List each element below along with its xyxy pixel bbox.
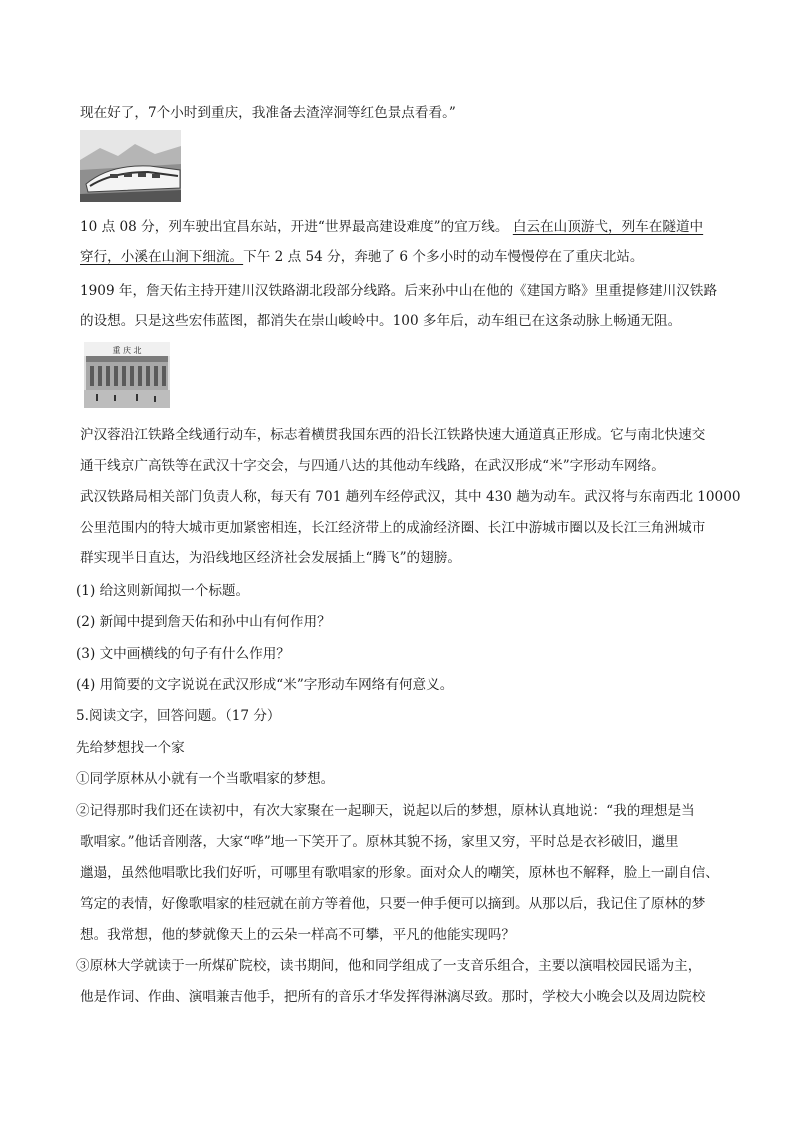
text-line: 10 点 08 分，列车驶出宜昌东站，开进“世界最高建设难度”的宜万线。 白云在山顶游弋，列车在隧道中 xyxy=(80,219,704,235)
text-line: 群实现半日直达，为沿线地区经济社会发展插上“腾飞”的翅膀。 xyxy=(80,550,461,566)
text-line: 沪汉蓉沿江铁路全线通行动车，标志着横贯我国东西的沿长江铁路快速大通道真正形成。它与南北快速交 xyxy=(80,427,706,443)
paragraph-3: 他是作词、作曲、演唱兼吉他手，把所有的音乐才华发挥得淋漓尽致。那时，学校大小晚会以及周边院校 xyxy=(80,989,706,1005)
text-line: 武汉铁路局相关部门负责人称，每天有 701 趟列车经停武汉，其中 430 趟为动车。武汉将与东南西北 10000 xyxy=(80,489,741,505)
paragraph-3: ③原林大学就读于一所煤矿院校，读书期间，他和同学组成了一支音乐组合，主要以演唱校园民谣为主， xyxy=(76,958,702,974)
paragraph-2: 邋遢，虽然他唱歌比我们好听，可哪里有歌唱家的形象。面对众人的嘲笑，原林也不解释，脸上一副自信、 xyxy=(80,865,719,881)
station-sign: 重 庆 北 xyxy=(112,346,142,355)
train-photo xyxy=(80,130,181,202)
question-3: (3) 文中画横线的句子有什么作用？ xyxy=(76,646,290,662)
question-4: (4) 用简要的文字说说在武汉形成“米”字形动车网络有何意义。 xyxy=(76,677,454,693)
question-2: (2) 新闻中提到詹天佑和孙中山有何作用？ xyxy=(76,614,331,630)
station-photo xyxy=(84,342,170,408)
text-line: 1909 年，詹天佑主持开建川汉铁路湖北段部分线路。后来孙中山在他的《建国方略》里重提修建川汉铁路 xyxy=(80,283,718,299)
text-line: 通干线京广高铁等在武汉十字交会，与四通八达的其他动车线路，在武汉形成“米”字形动车网络。 xyxy=(80,458,665,474)
section-heading: 5.阅读文字，回答问题。（17 分） xyxy=(76,708,281,724)
paragraph-2: 笃定的表情，好像歌唱家的桂冠就在前方等着他，只要一伸手便可以摘到。从那以后，我记住了原林的梦 xyxy=(80,896,706,912)
paragraph-1: ①同学原林从小就有一个当歌唱家的梦想。 xyxy=(76,771,335,787)
paragraph-2: ②记得那时我们还在读初中，有次大家聚在一起聊天，说起以后的梦想，原林认真地说：“我的理想是当 xyxy=(76,803,695,819)
paragraph-2: 想。我常想，他的梦就像天上的云朵一样高不可攀，平凡的他能实现吗？ xyxy=(80,927,515,943)
text-line: 现在好了，7个小时到重庆，我准备去渣滓洞等红色景点看看。” xyxy=(80,105,456,121)
underlined-sentence: 穿行，小溪在山涧下细流。 xyxy=(80,249,244,265)
paragraph-2: 歌唱家。”他话音刚落，大家“哗”地一下笑开了。原林其貌不扬，家里又穷，平时总是衣衫破旧，邋里 xyxy=(80,834,679,850)
underlined-sentence: 白云在山顶游弋，列车在隧道中 xyxy=(512,219,704,235)
question-1: (1) 给这则新闻拟一个标题。 xyxy=(76,583,250,599)
text-line: 穿行，小溪在山涧下细流。下午 2 点 54 分，奔驰了 6 个多小时的动车慢慢停在了重庆北站。 xyxy=(80,249,644,265)
text-line: 公里范围内的特大城市更加紧密相连，长江经济带上的成渝经济圈、长江中游城市圈以及长江三角洲城市 xyxy=(80,520,706,536)
passage-title: 先给梦想找一个家 xyxy=(76,740,185,756)
text-line: 的设想。只是这些宏伟蓝图，都消失在崇山峻岭中。100 多年后，动车组已在这条动脉上畅通无阻。 xyxy=(80,313,682,329)
